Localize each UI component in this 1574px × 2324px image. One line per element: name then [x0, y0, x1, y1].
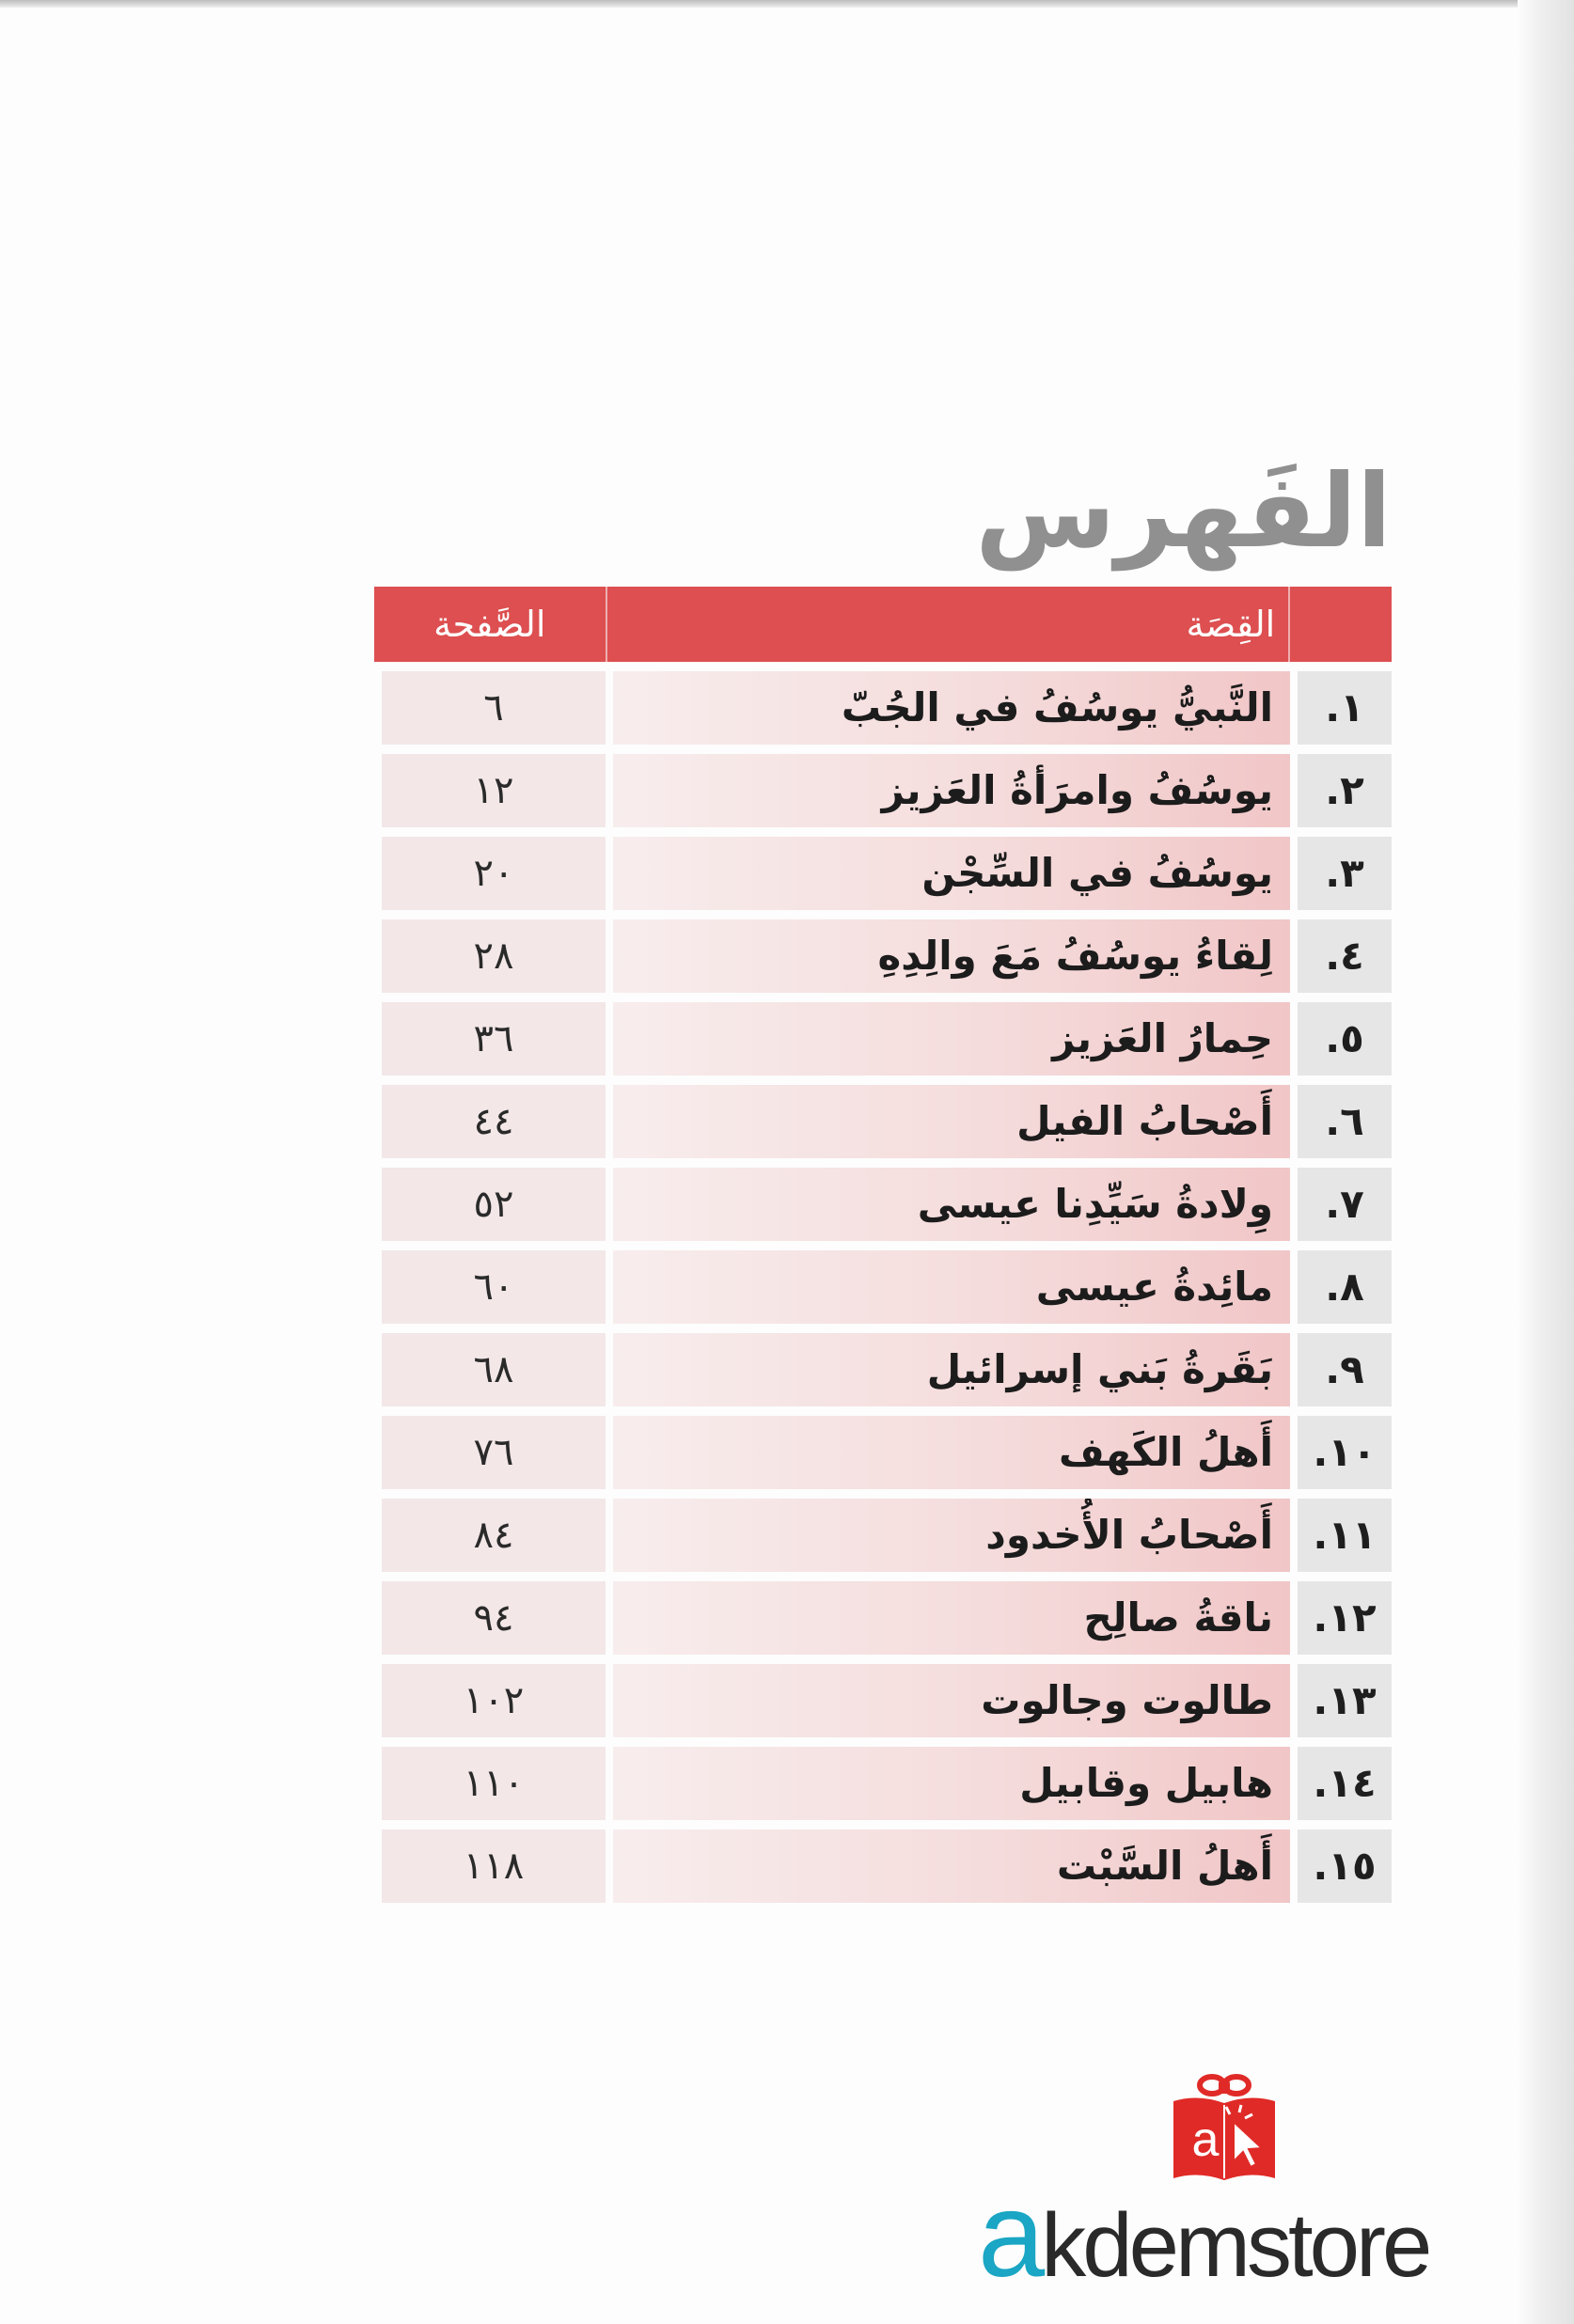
toc-row-page-number: ٦٠ — [382, 1250, 606, 1324]
toc-row-page-number: ٤٤ — [382, 1085, 606, 1158]
toc-row-number: ١٥. — [1298, 1829, 1392, 1903]
toc-row-number: ١. — [1298, 671, 1392, 745]
toc-row-page-number: ١١٠ — [382, 1747, 606, 1820]
toc-row-page-number: ٣٦ — [382, 1002, 606, 1076]
toc-row-number: ٩. — [1298, 1333, 1392, 1406]
toc-row — [374, 837, 1392, 910]
page-title: الفَهرس — [975, 453, 1392, 571]
toc-row-number: ٤. — [1298, 919, 1392, 993]
toc-row-number: ١٣. — [1298, 1664, 1392, 1737]
toc-row-page-number: ١٠٢ — [382, 1664, 606, 1737]
toc-row-number: ١١. — [1298, 1499, 1392, 1572]
toc-header — [374, 587, 1392, 662]
toc-row-story-title: هابيل وقابيل — [613, 1747, 1290, 1820]
toc-row — [374, 671, 1392, 745]
toc-row — [374, 1499, 1392, 1572]
toc-header-page: الصَّفحة — [433, 604, 546, 645]
toc-row-story-title: أَصْحابُ الفيل — [613, 1085, 1290, 1158]
toc-row — [374, 754, 1392, 827]
toc-row-story-title: مائِدةُ عيسى — [613, 1250, 1290, 1324]
toc-row — [374, 1581, 1392, 1655]
toc-header-number-cell — [1288, 587, 1392, 662]
wordmark-rest: kdemstore — [1041, 2195, 1429, 2296]
toc-row-page-number: ٦٨ — [382, 1333, 606, 1406]
open-book-letter-a-icon — [1172, 2073, 1277, 2193]
toc-row-page-number: ١١٨ — [382, 1829, 606, 1903]
toc-row-story-title: بَقَرةُ بَني إسرائيل — [613, 1333, 1290, 1406]
toc-row — [374, 1250, 1392, 1324]
toc-row — [374, 1168, 1392, 1241]
toc-row-number: ٨. — [1298, 1250, 1392, 1324]
toc-row-story-title: ناقةُ صالِح — [613, 1581, 1290, 1655]
akdemstore-logo — [978, 2073, 1486, 2302]
toc-row — [374, 1333, 1392, 1406]
svg-text:a: a — [1191, 2112, 1220, 2167]
toc-row-story-title: وِلادةُ سَيِّدِنا عيسى — [613, 1168, 1290, 1241]
toc-row-number: ١٢. — [1298, 1581, 1392, 1655]
toc-row — [374, 1747, 1392, 1820]
toc-row — [374, 1664, 1392, 1737]
page-right-edge-shadow — [1518, 0, 1574, 2324]
toc-row-story-title: أَهلُ الكَهف — [613, 1416, 1290, 1489]
toc-row-page-number: ٩٤ — [382, 1581, 606, 1655]
toc-row-page-number: ٢٨ — [382, 919, 606, 993]
toc-row-number: ١٤. — [1298, 1747, 1392, 1820]
toc-row-story-title: يوسُفُ وامرَأةُ العَزيز — [613, 754, 1290, 827]
toc-row-page-number: ١٢ — [382, 754, 606, 827]
toc-row-number: ٢. — [1298, 754, 1392, 827]
table-of-contents — [374, 587, 1392, 1903]
toc-row-story-title: لِقاءُ يوسُفُ مَعَ والِدِهِ — [613, 919, 1290, 993]
akdemstore-wordmark — [978, 2168, 1486, 2302]
toc-row-page-number: ٨٤ — [382, 1499, 606, 1572]
page-top-edge — [0, 0, 1574, 8]
toc-row-number: ١٠. — [1298, 1416, 1392, 1489]
toc-row-story-title: النَّبيُّ يوسُفُ في الجُبّ — [613, 671, 1290, 745]
toc-row-number: ٦. — [1298, 1085, 1392, 1158]
toc-header-story: القِصَة — [606, 587, 1289, 662]
toc-row-story-title: طالوت وجالوت — [613, 1664, 1290, 1737]
wordmark-letter-a: a — [978, 2168, 1042, 2302]
toc-rows — [374, 671, 1392, 1903]
toc-row-number: ٧. — [1298, 1168, 1392, 1241]
toc-row — [374, 1829, 1392, 1903]
toc-row — [374, 1085, 1392, 1158]
toc-row-story-title: أَصْحابُ الأُخدود — [613, 1499, 1290, 1572]
toc-row-page-number: ٧٦ — [382, 1416, 606, 1489]
toc-row — [374, 1002, 1392, 1076]
toc-row-story-title: حِمارُ العَزيز — [613, 1002, 1290, 1076]
toc-row-story-title: يوسُفُ في السِّجْن — [613, 837, 1290, 910]
toc-row-number: ٣. — [1298, 837, 1392, 910]
toc-row-page-number: ٥٢ — [382, 1168, 606, 1241]
toc-row-number: ٥. — [1298, 1002, 1392, 1076]
toc-row — [374, 1416, 1392, 1489]
toc-row-page-number: ٦ — [382, 671, 606, 745]
toc-row — [374, 919, 1392, 993]
toc-row-page-number: ٢٠ — [382, 837, 606, 910]
toc-row-story-title: أَهلُ السَّبْت — [613, 1829, 1290, 1903]
